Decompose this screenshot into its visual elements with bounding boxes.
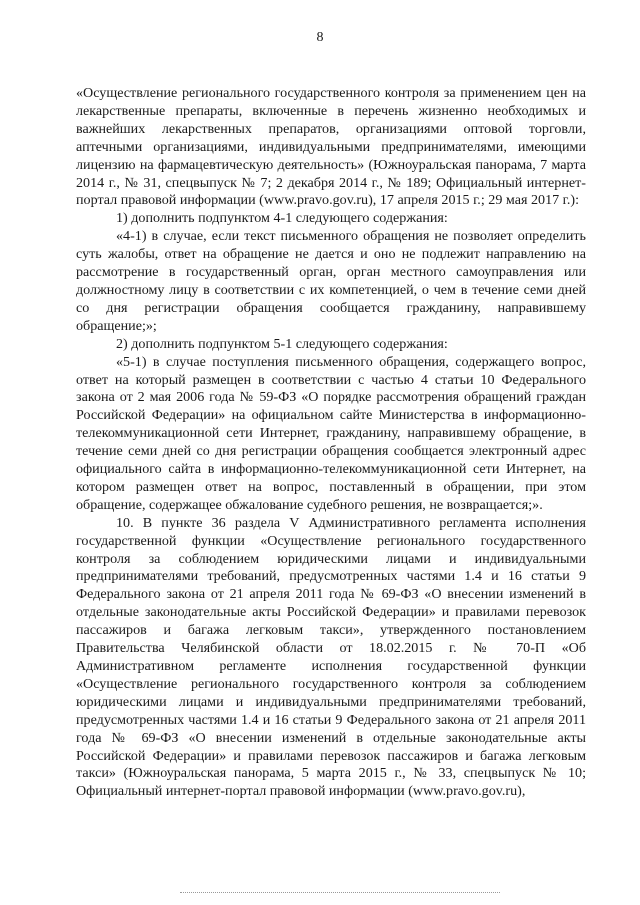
- document-body: [76, 85, 586, 801]
- paragraph-item-1: 1) дополнить подпунктом 4-1 следующего содержания:: [116, 210, 448, 227]
- paragraph-item-2: 2) дополнить подпунктом 5-1 следующего содержания:: [116, 335, 448, 352]
- paragraph-point-10: 10. В пункте 36 раздела V Административного регламента исполнения государственной функции «Осуществление регионального государственного контроля за соблюдением юридическими лицами и индивидуальными предпринимателями требований, предусмотренных частями 1.4 и 16 статьи 9 Федерального закона от 21 апреля 2011 года № 69-ФЗ «О внесении изменений в отдельные законодательные акты Российской Федерации» и правилами перевозок пассажиров и багажа легковым такси», утвержденного постановлением Правительства Челябинской области от 18.02.2015 г. № 70-П «Об Административном регламенте исполнения государственной функции «Осуществление регионального государственного контроля за соблюдением юридическими лицами и индивидуальными предпринимателями требований, предусмотренных частями 1.4 и 16 статьи 9 Федерального закона от 21 апреля 2011 года № 69-ФЗ «О внесении изменений в отдельные законодательные акты Российской Федерации» и правилами перевозок пассажиров и багажа легковым такси» (Южноуральская панорама, 5 марта 2015 г., № 33, спецвыпуск № 10; Официальный интернет-портал правовой информации (www.pravo.gov.ru),: [76, 514, 586, 800]
- paragraph-subitem-5-1: «5-1) в случае поступления письменного обращения, содержащего вопрос, ответ на который размещен в соответствии с частью 4 статьи 10 Федерального закона от 2 мая 2006 года № 59-ФЗ «О порядке рассмотрения обращений граждан Российской Федерации» на официальном сайте Министерства в информационно-телекоммуникационной сети Интернет, гражданину, направившему обращение, в течение семи дней со дня регистрации обращения сообщается электронный адрес официального сайта в информационно-телекоммуникационной сети Интернет, на котором размещен ответ на вопрос, поставленный в обращении, при этом обращение, содержащее обжалование судебного решения, не возвращается;».: [76, 353, 586, 513]
- paragraph-subitem-4-1: «4-1) в случае, если текст письменного обращения не позволяет определить суть жалобы, ответ на обращение не дается и оно не подлежит направлению на рассмотрение в государственный орган, орган местного самоуправления или должностному лицу в соответствии с их компетенцией, о чем в течение семи дней со дня регистрации обращения сообщается гражданину, направившему обращение;»;: [76, 228, 586, 334]
- paragraph-intro: «Осуществление регионального государственного контроля за применением цен на лекарственные препараты, включенные в перечень жизненно необходимых и важнейших лекарственных препаратов, организациями оптовой торговли, аптечными организациями, индивидуальными предпринимателями, имеющими лицензию на фармацевтическую деятельность» (Южноуральская панорама, 7 марта 2014 г., № 31, спецвыпуск № 7; 2 декабря 2014 г., № 189; Официальный интернет-портал правовой информации (www.pravo.gov.ru), 17 апреля 2015 г.; 29 мая 2017 г.):: [76, 85, 586, 209]
- page-number: 8: [316, 30, 324, 45]
- scan-artifact-line: [180, 892, 500, 893]
